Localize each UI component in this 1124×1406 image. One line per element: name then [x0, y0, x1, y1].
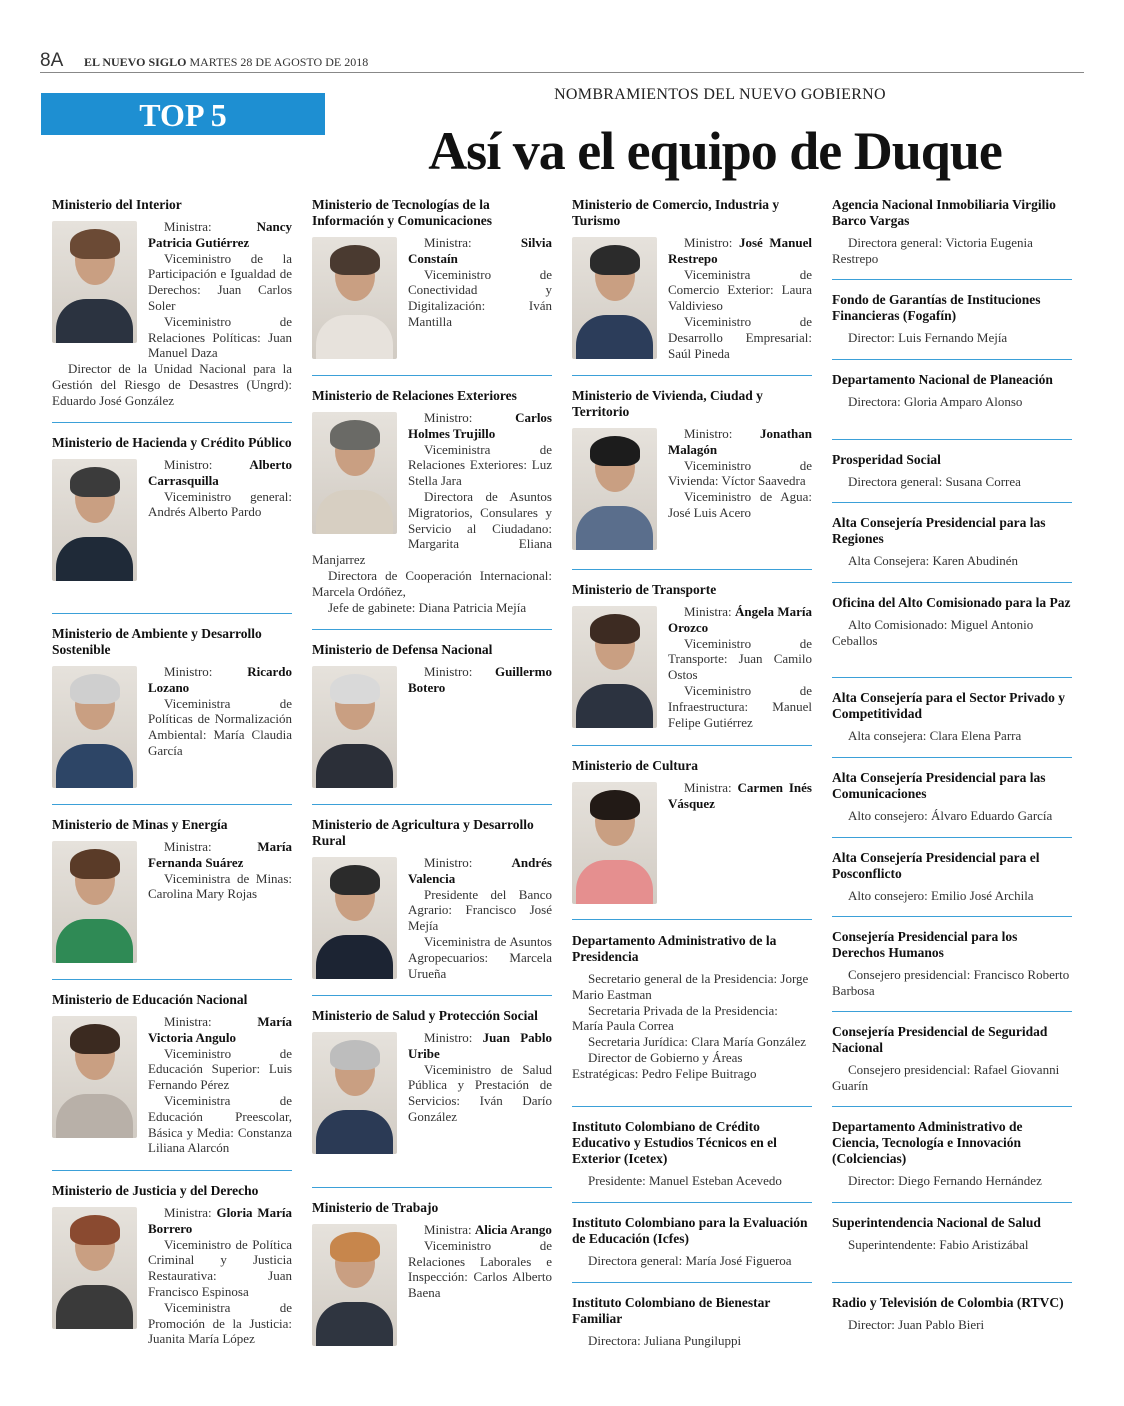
portrait-hair [330, 1232, 380, 1262]
portrait-hair [70, 229, 120, 259]
agency-block [832, 1024, 1072, 1094]
official-line: Alto consejero: Emilio José Archila [848, 888, 1034, 903]
ministry-title: Ministerio del Interior [52, 197, 182, 212]
section-divider [312, 995, 552, 996]
agency-title: Instituto Colombiano para la Evaluación de Educación (Icfes) [572, 1215, 808, 1246]
official-line: Viceministra de Promoción de la Justicia: Juanita María López [148, 1299, 292, 1347]
portrait-photo [312, 1224, 397, 1346]
minister-role: Ministra: [424, 235, 521, 250]
section-divider [832, 359, 1072, 360]
official-line: Secretaria Privada de la Presidencia: María Paula Correa [572, 1002, 778, 1034]
portrait-clothing [56, 919, 133, 963]
section-divider [572, 569, 812, 570]
official-line: Alta consejera: Clara Elena Parra [848, 728, 1022, 743]
minister-role: Ministra: [164, 219, 257, 234]
section-divider [832, 1282, 1072, 1283]
ministry-block [52, 817, 292, 967]
section-divider [832, 1011, 1072, 1012]
portrait-clothing [316, 935, 393, 979]
section-divider [52, 979, 292, 980]
agency-block [832, 452, 1072, 490]
agency-title: Alta Consejería Presidencial para las Comunicaciones [832, 770, 1046, 801]
official-line: Directora general: María José Figueroa [588, 1253, 792, 1268]
ministry-title: Ministerio de Educación Nacional [52, 992, 248, 1007]
section-divider [832, 1202, 1072, 1203]
minister-role: Ministra: [164, 1205, 217, 1220]
official-line: Alto Comisionado: Miguel Antonio Ceballos [832, 617, 1034, 648]
official-line: Director: Luis Fernando Mejía [848, 330, 1008, 345]
agency-title: Alta Consejería para el Sector Privado y Competitividad [832, 690, 1065, 721]
portrait-hair [590, 790, 640, 820]
agency-block [832, 850, 1072, 904]
section-divider [312, 804, 552, 805]
section-divider [832, 837, 1072, 838]
agency-title: Oficina del Alto Comisionado para la Paz [832, 595, 1071, 610]
portrait-photo [572, 606, 657, 728]
official-line: Alta Consejera: Karen Abudinén [848, 553, 1019, 568]
official-line: Director de Gobierno y Áreas Estratégicas: Pedro Felipe Buitrago [572, 1049, 757, 1081]
ministry-block [572, 582, 812, 732]
minister-role: Ministro: [424, 410, 516, 425]
portrait-hair [330, 245, 380, 275]
minister-role: Ministro: [684, 426, 760, 441]
official-line: Viceministro de Desarrollo Empresarial: Saúl Pineda [668, 313, 812, 361]
portrait-hair [70, 849, 120, 879]
portrait-clothing [316, 744, 393, 788]
official-line: Secretario general de la Presidencia: Jorge Mario Eastman [572, 971, 809, 1002]
agency-block [832, 372, 1072, 410]
minister-role: Ministro: [164, 457, 250, 472]
agency-title: Departamento Administrativo de la Presidencia [572, 933, 777, 964]
official-line: Viceministra de Relaciones Exteriores: Luz Stella Jara [408, 441, 552, 489]
official-line: Consejero presidencial: Francisco Roberto Barbosa [832, 967, 1070, 998]
agency-block [572, 1119, 812, 1189]
minister-name: María Fernanda Suárez [148, 839, 292, 870]
agency-title: Alta Consejería Presidencial para el Posconflicto [832, 850, 1040, 881]
agency-title: Consejería Presidencial de Seguridad Nacional [832, 1024, 1048, 1055]
portrait-hair [590, 614, 640, 644]
section-divider [572, 1202, 812, 1203]
portrait-hair [590, 245, 640, 275]
agency-block [572, 1295, 812, 1349]
portrait-photo [312, 857, 397, 979]
ministry-block [572, 388, 812, 554]
section-divider [312, 1187, 552, 1188]
ministry-title: Ministerio de Tecnologías de la Información y Comunicaciones [312, 197, 492, 228]
portrait-photo [312, 666, 397, 788]
section-divider [832, 757, 1072, 758]
minister-role: Ministra: [424, 1222, 475, 1237]
portrait-photo [52, 666, 137, 788]
section-divider [832, 1106, 1072, 1107]
minister-role: Ministro: [164, 664, 248, 679]
portrait-photo [52, 459, 137, 581]
ministry-title: Ministerio de Comercio, Industria y Turismo [572, 197, 780, 228]
agency-block [832, 197, 1072, 267]
agency-title: Alta Consejería Presidencial para las Regiones [832, 515, 1046, 546]
minister-role: Ministra: [164, 839, 258, 854]
minister-name: Silvia Constaín [408, 235, 552, 266]
agency-title: Superintendencia Nacional de Salud [832, 1215, 1041, 1230]
section-divider [832, 502, 1072, 503]
agency-title: Instituto Colombiano de Crédito Educativo y Estudios Técnicos en el Exterior (Icetex) [572, 1119, 777, 1166]
page-header [40, 50, 1084, 73]
portrait-clothing [316, 1110, 393, 1154]
minister-role: Ministra: [684, 780, 738, 795]
portrait-hair [70, 1024, 120, 1054]
official-line: Directora de Cooperación Internacional: Marcela Ordóñez, [312, 567, 552, 599]
agency-title: Departamento Nacional de Planeación [832, 372, 1053, 387]
ministry-block [572, 197, 812, 363]
section-divider [572, 745, 812, 746]
portrait-clothing [56, 1094, 133, 1138]
minister-name: María Victoria Angulo [148, 1014, 292, 1045]
official-line: Viceministro general: Andrés Alberto Pardo [148, 488, 292, 520]
minister-name: Ángela María Orozco [668, 604, 813, 635]
ministry-block [52, 435, 292, 585]
portrait-hair [590, 436, 640, 466]
minister-name: Alicia Arango [474, 1222, 552, 1237]
minister-name: Nancy Patricia Gutiérrez [148, 219, 292, 250]
official-line: Viceministro de Infraestructura: Manuel Felipe Gutiérrez [668, 682, 812, 730]
portrait-photo [572, 428, 657, 550]
masthead [84, 55, 368, 70]
portrait-clothing [316, 1302, 393, 1346]
portrait-hair [70, 1215, 120, 1245]
minister-role: Ministro: [424, 664, 495, 679]
official-line: Viceministro de Vivienda: Víctor Saavedra [668, 457, 812, 489]
minister-role: Ministro: [424, 855, 512, 870]
ministry-block [52, 992, 292, 1156]
portrait-photo [52, 1207, 137, 1329]
portrait-clothing [316, 490, 393, 534]
official-line: Viceministro de la Participación e Igualdad de Derechos: Juan Carlos Soler [148, 250, 292, 313]
official-line: Viceministra de Asuntos Agropecuarios: Marcela Urueña [408, 933, 552, 981]
official-line: Directora: Juliana Pungiluppi [588, 1333, 742, 1348]
official-line: Viceministra de Minas: Carolina Mary Rojas [148, 870, 292, 902]
ministry-block [312, 1008, 552, 1158]
official-line: Presidente del Banco Agrario: Francisco José Mejía [408, 886, 552, 934]
section-divider [52, 1170, 292, 1171]
section-divider [312, 629, 552, 630]
official-line: Directora: Gloria Amparo Alonso [848, 394, 1023, 409]
official-line: Directora general: Victoria Eugenia Restrepo [832, 235, 1033, 266]
portrait-hair [70, 674, 120, 704]
agency-title: Consejería Presidencial para los Derechos Humanos [832, 929, 1018, 960]
ministry-block [572, 758, 812, 908]
official-line: Presidente: Manuel Esteban Acevedo [588, 1173, 782, 1188]
section-divider [832, 279, 1072, 280]
ministry-title: Ministerio de Agricultura y Desarrollo Rural [312, 817, 534, 848]
ministry-block [52, 197, 292, 409]
official-line: Viceministro de Relaciones Laborales e Inspección: Carlos Alberto Baena [408, 1237, 552, 1301]
minister-role: Ministra: [164, 1014, 258, 1029]
portrait-clothing [576, 684, 653, 728]
official-line: Jefe de gabinete: Diana Patricia Mejía [328, 599, 527, 615]
official-line: Viceministra de Educación Preescolar, Básica y Media: Constanza Liliana Alarcón [148, 1092, 292, 1156]
top5-badge: TOP 5 [41, 93, 325, 135]
issue-date: MARTES 28 DE AGOSTO DE 2018 [189, 55, 369, 69]
portrait-photo [312, 237, 397, 359]
section-divider [832, 677, 1072, 678]
portrait-photo [312, 1032, 397, 1154]
official-line: Viceministro de Transporte: Juan Camilo Ostos [668, 635, 812, 683]
portrait-photo [572, 782, 657, 904]
minister-role: Ministra: [684, 604, 736, 619]
agency-block [832, 1215, 1072, 1253]
minister-name: Alberto Carrasquilla [148, 457, 292, 488]
agency-block [832, 515, 1072, 569]
ministry-title: Ministerio de Trabajo [312, 1200, 439, 1215]
official-line: Viceministra de Comercio Exterior: Laura Valdivieso [668, 266, 812, 314]
ministry-block [312, 197, 552, 363]
section-divider [832, 439, 1072, 440]
section-divider [832, 916, 1072, 917]
portrait-hair [330, 420, 380, 450]
official-line: Viceministro de Educación Superior: Luis Fernando Pérez [148, 1045, 292, 1093]
ministry-title: Ministerio de Salud y Protección Social [312, 1008, 538, 1023]
ministry-title: Ministerio de Transporte [572, 582, 717, 597]
minister-name: Carmen Inés Vásquez [668, 780, 812, 811]
official-line: Viceministro de Salud Pública y Prestación de Servicios: Iván Darío González [408, 1061, 552, 1124]
portrait-photo [572, 237, 657, 359]
portrait-clothing [316, 315, 393, 359]
minister-name: Jonathan Malagón [668, 426, 812, 457]
ministry-block [52, 626, 292, 792]
ministry-title: Ministerio de Hacienda y Crédito Público [52, 435, 292, 450]
official-line: Director: Juan Pablo Bieri [848, 1317, 985, 1332]
portrait-clothing [56, 299, 133, 343]
agency-title: Prosperidad Social [832, 452, 941, 467]
portrait-clothing [56, 1285, 133, 1329]
agency-block [832, 292, 1072, 346]
ministry-block [312, 642, 552, 792]
ministry-title: Ministerio de Ambiente y Desarrollo Sostenible [52, 626, 262, 657]
portrait-hair [70, 467, 120, 497]
official-line: Alto consejero: Álvaro Eduardo García [848, 808, 1053, 823]
official-line: Viceministro de Agua: José Luis Acero [668, 489, 812, 520]
portrait-hair [330, 674, 380, 704]
minister-role: Ministro: [684, 235, 739, 250]
official-line: Superintendente: Fabio Aristizábal [848, 1237, 1029, 1252]
ministry-title: Ministerio de Relaciones Exteriores [312, 388, 517, 403]
agency-block [572, 933, 812, 1082]
section-divider [572, 919, 812, 920]
portrait-clothing [576, 860, 653, 904]
section-divider [572, 1282, 812, 1283]
ministry-block [312, 388, 552, 615]
section-divider [312, 375, 552, 376]
agency-block [832, 1119, 1072, 1189]
official-line: Directora general: Susana Correa [848, 474, 1021, 489]
portrait-hair [330, 1040, 380, 1070]
agency-block [832, 770, 1072, 824]
official-line: Viceministro de Relaciones Políticas: Juan Manuel Daza [148, 313, 292, 361]
agency-title: Agencia Nacional Inmobiliaria Virgilio Barco Vargas [832, 197, 1056, 228]
ministry-block [312, 1200, 552, 1350]
official-line: Viceministro de Conectividad y Digitalización: Iván Mantilla [408, 266, 552, 329]
headline: Así va el equipo de Duque [428, 121, 1002, 181]
agency-block [832, 595, 1072, 649]
minister-name: Gloria María Borrero [148, 1205, 292, 1236]
agency-block [832, 1295, 1072, 1333]
paper-name: EL NUEVO SIGLO [84, 55, 187, 69]
agency-title: Fondo de Garantías de Instituciones Financieras (Fogafín) [832, 292, 1041, 323]
ministry-title: Ministerio de Minas y Energía [52, 817, 228, 832]
agency-title: Radio y Televisión de Colombia (RTVC) [832, 1295, 1064, 1310]
official-line: Consejero presidencial: Rafael Giovanni Guarín [832, 1062, 1060, 1093]
ministry-block [312, 817, 552, 983]
minister-name: Andrés Valencia [408, 855, 552, 886]
minister-name: Juan Pablo Uribe [408, 1030, 552, 1061]
portrait-clothing [56, 744, 133, 788]
portrait-photo [52, 841, 137, 963]
ministry-title: Ministerio de Justicia y del Derecho [52, 1183, 259, 1198]
agency-title: Instituto Colombiano de Bienestar Familiar [572, 1295, 771, 1326]
ministry-title: Ministerio de Cultura [572, 758, 698, 773]
minister-role: Ministro: [424, 1030, 483, 1045]
agency-block [832, 929, 1072, 999]
portrait-photo [312, 412, 397, 534]
minister-name: Carlos Holmes Trujillo [408, 410, 552, 441]
kicker: NOMBRAMIENTOS DEL NUEVO GOBIERNO [554, 86, 886, 103]
official-line: Directora de Asuntos Migratorios, Consulares y Servicio al Ciudadano: Margarita Eliana Manjarrez [312, 488, 552, 568]
section-divider [832, 582, 1072, 583]
section-divider [52, 422, 292, 423]
section-divider [52, 804, 292, 805]
page-number: 8A [40, 50, 64, 71]
portrait-clothing [56, 537, 133, 581]
portrait-clothing [576, 506, 653, 550]
ministry-title: Ministerio de Vivienda, Ciudad y Territorio [572, 388, 763, 419]
official-line: Director de la Unidad Nacional para la Gestión del Riesgo de Desastres (Ungrd): Eduardo José González [52, 361, 292, 408]
official-line: Viceministra de Políticas de Normalización Ambiental: María Claudia García [148, 695, 292, 758]
agency-block [572, 1215, 812, 1269]
official-line: Viceministro de Política Criminal y Justicia Restaurativa: Juan Francisco Espinosa [148, 1236, 292, 1299]
portrait-hair [330, 865, 380, 895]
ministry-title: Ministerio de Defensa Nacional [312, 642, 493, 657]
portrait-photo [52, 1016, 137, 1138]
portrait-photo [52, 221, 137, 343]
minister-name: José Manuel Restrepo [668, 235, 812, 266]
ministry-block [52, 1183, 292, 1347]
minister-name: Guillermo Botero [408, 664, 552, 695]
official-line: Director: Diego Fernando Hernández [848, 1173, 1042, 1188]
section-divider [572, 1106, 812, 1107]
agency-title: Departamento Administrativo de Ciencia, Tecnología e Innovación (Colciencias) [832, 1119, 1023, 1166]
agency-block [832, 690, 1072, 744]
section-divider [572, 375, 812, 376]
portrait-clothing [576, 315, 653, 359]
minister-name: Ricardo Lozano [148, 664, 292, 695]
official-line: Secretaria Jurídica: Clara María González [588, 1034, 806, 1050]
section-divider [52, 613, 292, 614]
